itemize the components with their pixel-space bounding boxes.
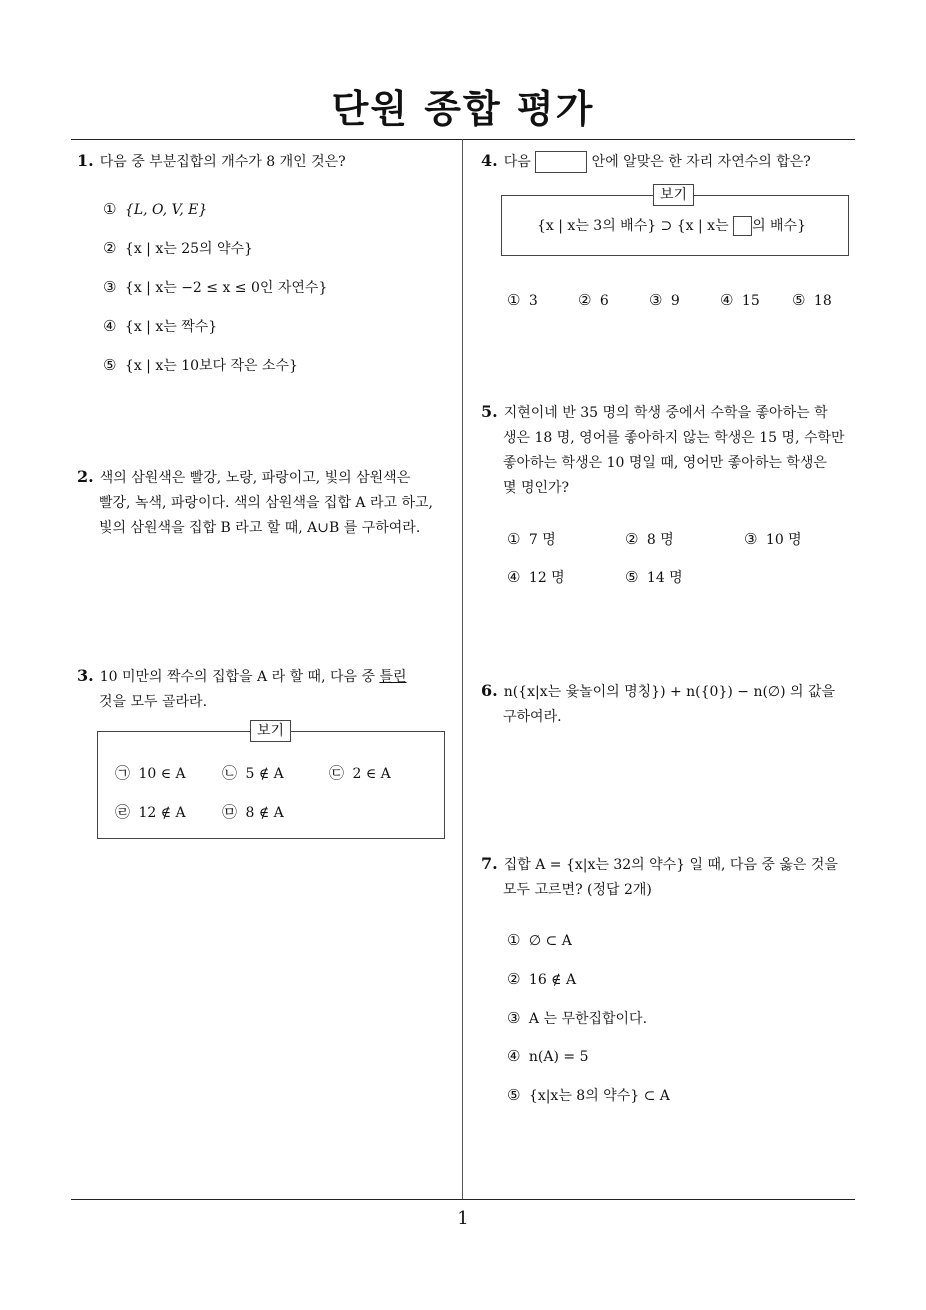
question-number: 5. <box>481 402 498 421</box>
question-number: 2. <box>77 467 94 486</box>
q1-option-5[interactable]: ⑤ {x | x는 10보다 작은 소수} <box>103 356 298 374</box>
question-number: 4. <box>481 151 498 170</box>
q7-option-2[interactable]: ② 16 ∉ A <box>507 970 577 988</box>
question-6: 6. n({x|x는 윷놀이의 명칭}) + n({0}) − n(∅) 의 값을 구하여라. <box>481 681 836 725</box>
q3-item-2: ㉡ 5 ∉ A <box>222 764 284 782</box>
q4-option-5[interactable]: ⑤ 18 <box>792 291 832 309</box>
q7-option-5[interactable]: ⑤ {x|x는 8의 약수} ⊂ A <box>507 1086 670 1104</box>
question-text: 다음 중 부분집합의 개수가 8 개인 것은? <box>99 154 346 170</box>
question-7: 7. 집합 A = {x|x는 32의 약수} 일 때, 다음 중 옳은 것을 모두 고르면? (정답 2개) <box>481 854 838 898</box>
question-1 <box>77 148 457 175</box>
q3-item-5: ㉤ 8 ∉ A <box>222 803 284 821</box>
column-divider <box>462 139 463 1199</box>
bottom-rule <box>71 1199 855 1200</box>
q1-option-1[interactable]: ① {L, O, V, E} <box>103 200 208 218</box>
q5-option-5[interactable]: ⑤ 14 명 <box>625 568 683 586</box>
question-2: 2. 색의 삼원색은 빨강, 노랑, 파랑이고, 빛의 삼원색은 빨강, 녹색, 파랑이다. 색의 삼원색을 집합 A 라고 하고, 빛의 삼원색을 집합 B 라고 할 때, A∪B 를 구하여라. <box>77 467 433 536</box>
page-title: 단원 종합 평가 <box>331 87 595 131</box>
q5-option-2[interactable]: ② 8 명 <box>625 530 674 548</box>
q7-option-1[interactable]: ① ∅ ⊂ A <box>507 931 572 949</box>
answer-blank-box <box>733 216 752 236</box>
q4-option-4[interactable]: ④ 15 <box>720 291 760 309</box>
question-number: 7. <box>481 854 498 873</box>
q5-option-3[interactable]: ③ 10 명 <box>744 530 802 548</box>
q5-option-1[interactable]: ① 7 명 <box>507 530 556 548</box>
example-box-label: 보기 <box>250 720 291 742</box>
q4-option-1[interactable]: ① 3 <box>507 291 538 309</box>
page-number: 1 <box>457 1208 469 1229</box>
question-3: 3. 10 미만의 짝수의 집합을 A 라 할 때, 다음 중 틀린 것을 모두 골라라. <box>77 666 407 710</box>
q1-option-2[interactable]: ② {x | x는 25의 약수} <box>103 239 253 257</box>
q7-option-3[interactable]: ③ A 는 무한집합이다. <box>507 1009 648 1027</box>
answer-blank-box <box>535 151 587 173</box>
q4-option-2[interactable]: ② 6 <box>578 291 609 309</box>
q1-option-3[interactable]: ③ {x | x는 −2 ≤ x ≤ 0인 자연수} <box>103 278 328 296</box>
question-number: 6. <box>481 681 498 700</box>
question-5: 5. 지현이네 반 35 명의 학생 중에서 수학을 좋아하는 학 생은 18 명, 영어를 좋아하지 않는 학생은 15 명, 수학만 좋아하는 학생은 10 명일 때, 영어만 좋아하는 학생은 몇 명인가? <box>481 402 845 496</box>
question-number: 3. <box>77 666 94 685</box>
q5-option-4[interactable]: ④ 12 명 <box>507 568 565 586</box>
q3-item-1: ㉠ 10 ∈ A <box>115 764 186 782</box>
q7-option-4[interactable]: ④ n(A) = 5 <box>507 1047 589 1065</box>
question-4: 4. 다음 안에 알맞은 한 자리 자연수의 합은? <box>481 148 861 175</box>
emphasis-underline: 틀린 <box>379 669 407 685</box>
q4-example-expression: {x | x는 3의 배수} ⊃ {x | x는 의 배수} <box>537 218 806 234</box>
top-rule <box>71 139 855 140</box>
q3-item-4: ㉣ 12 ∉ A <box>115 803 186 821</box>
q4-option-3[interactable]: ③ 9 <box>649 291 680 309</box>
q3-item-3: ㉢ 2 ∈ A <box>329 764 391 782</box>
example-box-label: 보기 <box>653 184 694 206</box>
question-number: 1. <box>77 151 94 170</box>
q1-option-4[interactable]: ④ {x | x는 짝수} <box>103 317 218 335</box>
